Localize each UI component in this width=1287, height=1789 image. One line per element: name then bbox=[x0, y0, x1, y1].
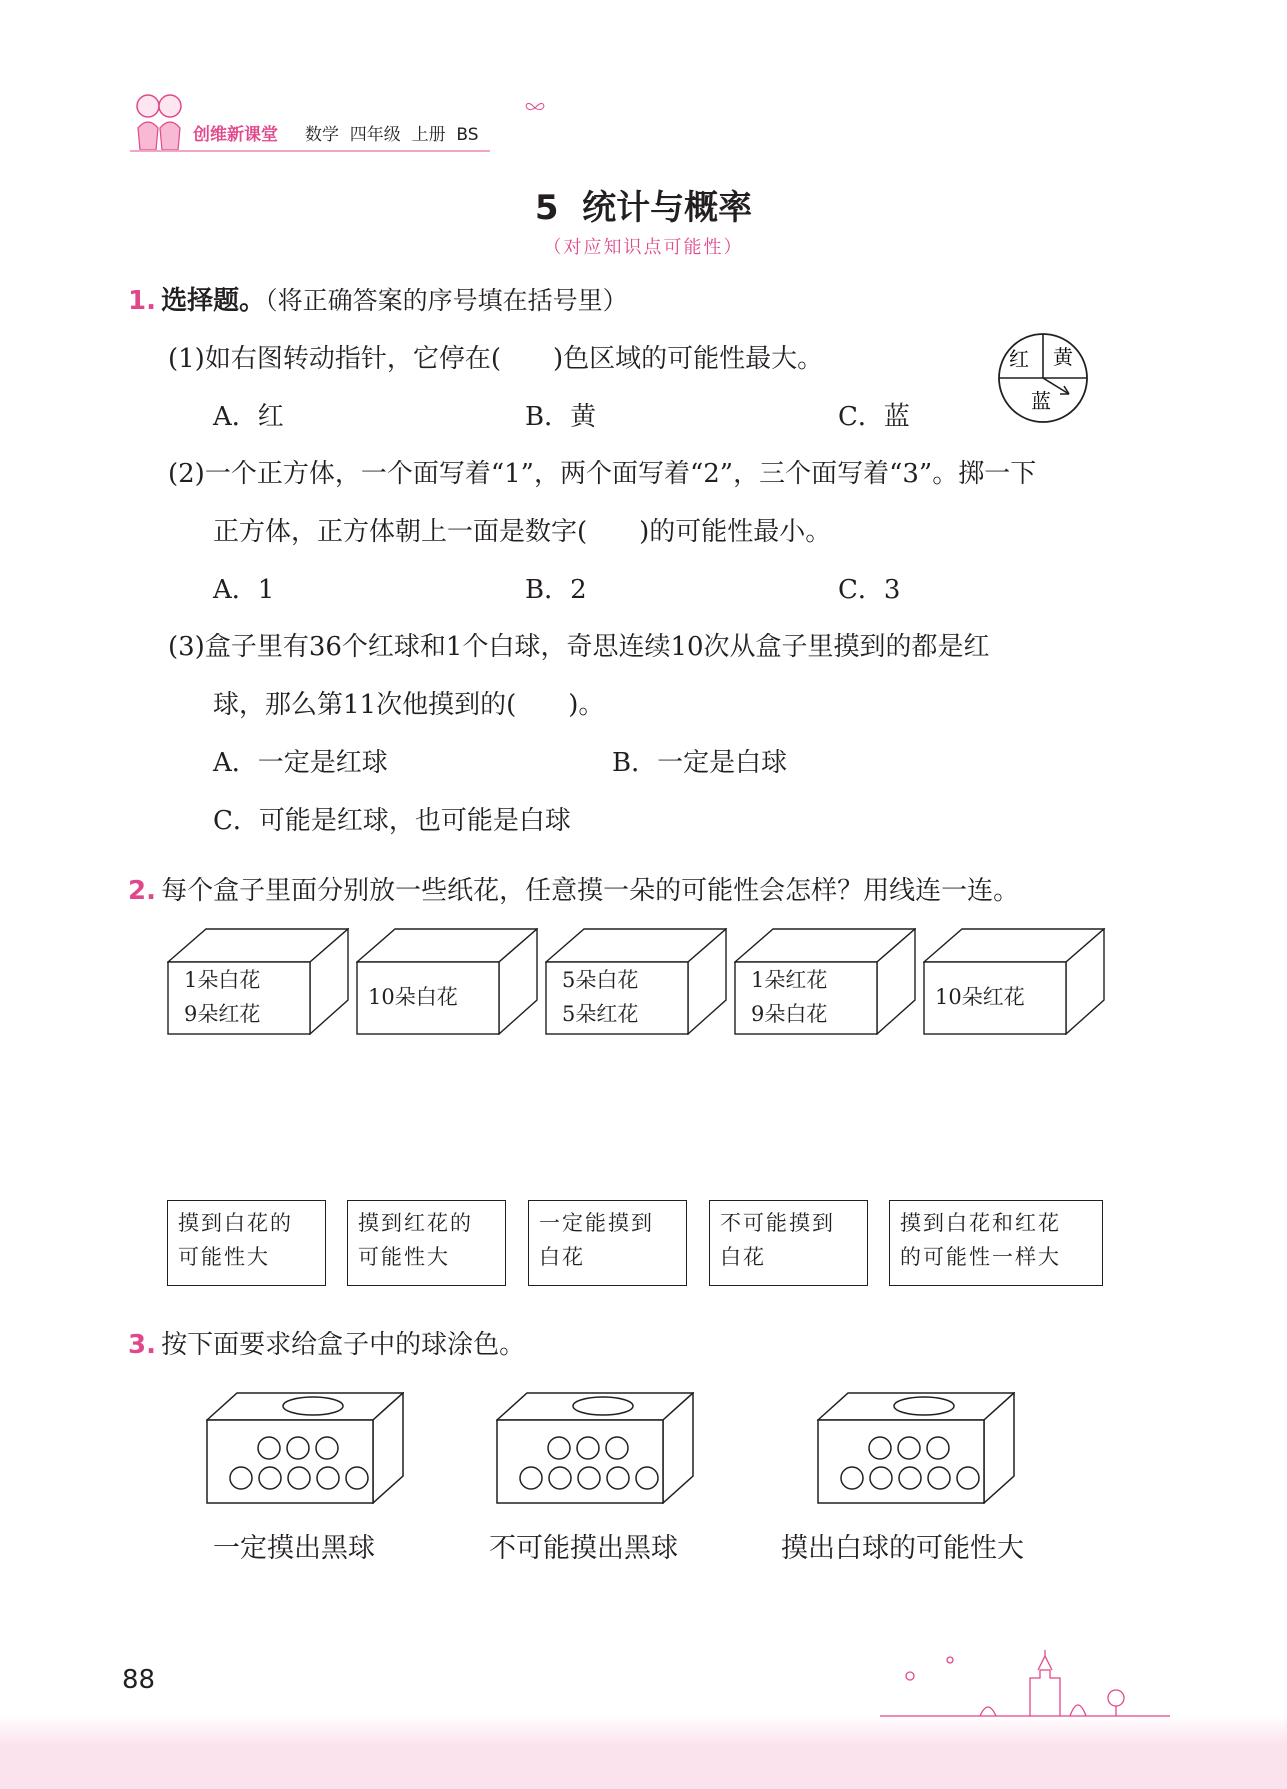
page-number: 88 bbox=[122, 1665, 156, 1695]
q2-number: 2. bbox=[128, 876, 156, 906]
q1-item2-option-a: A．1 bbox=[213, 575, 275, 605]
ball bbox=[258, 1437, 280, 1459]
ball-box-2-caption: 不可能摸出黑球 bbox=[489, 1533, 678, 1564]
ball bbox=[957, 1467, 979, 1489]
q1-number: 1. bbox=[128, 286, 156, 316]
book-info: 数学 四年级 上册 BS bbox=[305, 125, 479, 145]
flower-box-3-line1: 5朵白花 bbox=[562, 968, 639, 992]
q1-item1-stem: (1)如右图转动指针，它停在( )色区域的可能性最大。 bbox=[168, 344, 824, 374]
q3-heading: 按下面要求给盒子中的球涂色。 bbox=[161, 1330, 526, 1360]
flower-box-2 bbox=[356, 928, 538, 1035]
q1-item3-option-a: A．一定是红球 bbox=[213, 748, 388, 778]
flower-box-4 bbox=[734, 928, 916, 1035]
q2-header bbox=[128, 870, 1019, 907]
answer-box-5-line2: 的可能性一样大 bbox=[900, 1245, 1061, 1269]
ball bbox=[548, 1437, 570, 1459]
header-divider bbox=[130, 150, 490, 152]
flower-box-4-line1: 1朵红花 bbox=[751, 968, 828, 992]
answer-box-4-line1: 不可能摸到 bbox=[720, 1211, 835, 1235]
ball bbox=[288, 1467, 310, 1489]
ball bbox=[287, 1437, 309, 1459]
answer-box-3[interactable] bbox=[528, 1200, 687, 1286]
spinner-label-red: 红 bbox=[1009, 347, 1029, 371]
q1-item2-stem-line1: (2)一个正方体，一个面写着“1”，两个面写着“2”，三个面写着“3”。掷一下 bbox=[168, 459, 1037, 489]
box-opening bbox=[573, 1397, 633, 1415]
q1-item1-option-a: A．红 bbox=[213, 402, 284, 432]
box-front bbox=[207, 1420, 373, 1503]
flower-box-3 bbox=[545, 928, 727, 1035]
ball bbox=[578, 1467, 600, 1489]
q1-item1-option-b: B．黄 bbox=[525, 402, 597, 432]
spinner-label-blue: 蓝 bbox=[1031, 389, 1051, 413]
answer-box-5-line1: 摸到白花和红花 bbox=[900, 1211, 1061, 1235]
q1-item3-option-c: C．可能是红球，也可能是白球 bbox=[213, 806, 571, 836]
q1-item2-stem-line2: 正方体，正方体朝上一面是数字( )的可能性最小。 bbox=[213, 517, 832, 547]
answer-box-1-line1: 摸到白花的 bbox=[178, 1211, 293, 1235]
q3-number: 3. bbox=[128, 1330, 156, 1360]
ball bbox=[898, 1437, 920, 1459]
flower-box-1-line2: 9朵红花 bbox=[184, 1002, 261, 1026]
page-subtitle: （对应知识点可能性） bbox=[543, 237, 744, 258]
ball bbox=[230, 1467, 252, 1489]
q1-heading: 选择题。 bbox=[161, 286, 266, 316]
q1-item3-stem-line1: (3)盒子里有36个红球和1个白球，奇思连续10次从盒子里摸到的都是红 bbox=[168, 632, 990, 662]
q1-item2-option-c: C．3 bbox=[838, 575, 901, 605]
q1-item3-stem-line2: 球，那么第11次他摸到的( )。 bbox=[213, 690, 605, 720]
answer-box-3-line2: 白花 bbox=[539, 1245, 585, 1269]
ball bbox=[316, 1437, 338, 1459]
q1-item1-option-c: C．蓝 bbox=[838, 402, 910, 432]
ball-box-3-caption: 摸出白球的可能性大 bbox=[781, 1533, 1024, 1564]
answer-box-4[interactable] bbox=[709, 1200, 868, 1286]
ball bbox=[259, 1467, 281, 1489]
ball bbox=[606, 1437, 628, 1459]
flower-box-4-line2: 9朵白花 bbox=[751, 1002, 828, 1026]
flower-box-5 bbox=[923, 928, 1105, 1035]
box-front bbox=[818, 1420, 984, 1503]
ball-box-3 bbox=[817, 1392, 1015, 1504]
flower-box-1-line1: 1朵白花 bbox=[184, 968, 261, 992]
ball-box-1 bbox=[206, 1392, 404, 1504]
footer-band bbox=[0, 1715, 1287, 1789]
box-front bbox=[497, 1420, 663, 1503]
box-opening bbox=[283, 1397, 343, 1415]
ball bbox=[607, 1467, 629, 1489]
ball bbox=[928, 1467, 950, 1489]
answer-box-2-line1: 摸到红花的 bbox=[358, 1211, 473, 1235]
q3-header bbox=[128, 1324, 525, 1361]
brand-name: 创维新课堂 bbox=[193, 125, 278, 145]
ball bbox=[520, 1467, 542, 1489]
flower-box-5-line1: 10朵红花 bbox=[935, 985, 1025, 1009]
castle-illustration bbox=[880, 1648, 1170, 1718]
page-title: 5 统计与概率 bbox=[534, 188, 753, 228]
q1-header bbox=[128, 280, 628, 317]
ball-box-2 bbox=[496, 1392, 694, 1504]
butterfly-icon bbox=[524, 100, 546, 116]
ball bbox=[549, 1467, 571, 1489]
flower-box-3-line2: 5朵红花 bbox=[562, 1002, 639, 1026]
ball bbox=[346, 1467, 368, 1489]
answer-box-1-line2: 可能性大 bbox=[178, 1245, 270, 1269]
ball bbox=[899, 1467, 921, 1489]
q2-heading: 每个盒子里面分别放一些纸花，任意摸一朵的可能性会怎样？用线连一连。 bbox=[161, 876, 1020, 906]
box-opening bbox=[894, 1397, 954, 1415]
ball bbox=[927, 1437, 949, 1459]
answer-box-2[interactable] bbox=[347, 1200, 506, 1286]
ball bbox=[577, 1437, 599, 1459]
spinner-diagram bbox=[993, 328, 1093, 428]
answer-box-1[interactable] bbox=[167, 1200, 326, 1286]
ball-box-1-caption: 一定摸出黑球 bbox=[213, 1533, 375, 1564]
flower-box-1 bbox=[167, 928, 349, 1035]
q1-item3-option-b: B．一定是白球 bbox=[612, 748, 788, 778]
answer-box-2-line2: 可能性大 bbox=[358, 1245, 450, 1269]
ball bbox=[869, 1437, 891, 1459]
mascot-illustration bbox=[128, 88, 190, 158]
ball bbox=[636, 1467, 658, 1489]
answer-box-5[interactable] bbox=[889, 1200, 1103, 1286]
q1-item2-option-b: B．2 bbox=[525, 575, 587, 605]
ball bbox=[841, 1467, 863, 1489]
spinner-label-yellow: 黄 bbox=[1053, 345, 1073, 369]
ball bbox=[317, 1467, 339, 1489]
flower-box-2-line1: 10朵白花 bbox=[368, 985, 458, 1009]
q1-note: （将正确答案的序号填在括号里） bbox=[265, 286, 628, 315]
answer-box-4-line2: 白花 bbox=[720, 1245, 766, 1269]
answer-box-3-line1: 一定能摸到 bbox=[539, 1211, 654, 1235]
ball bbox=[870, 1467, 892, 1489]
